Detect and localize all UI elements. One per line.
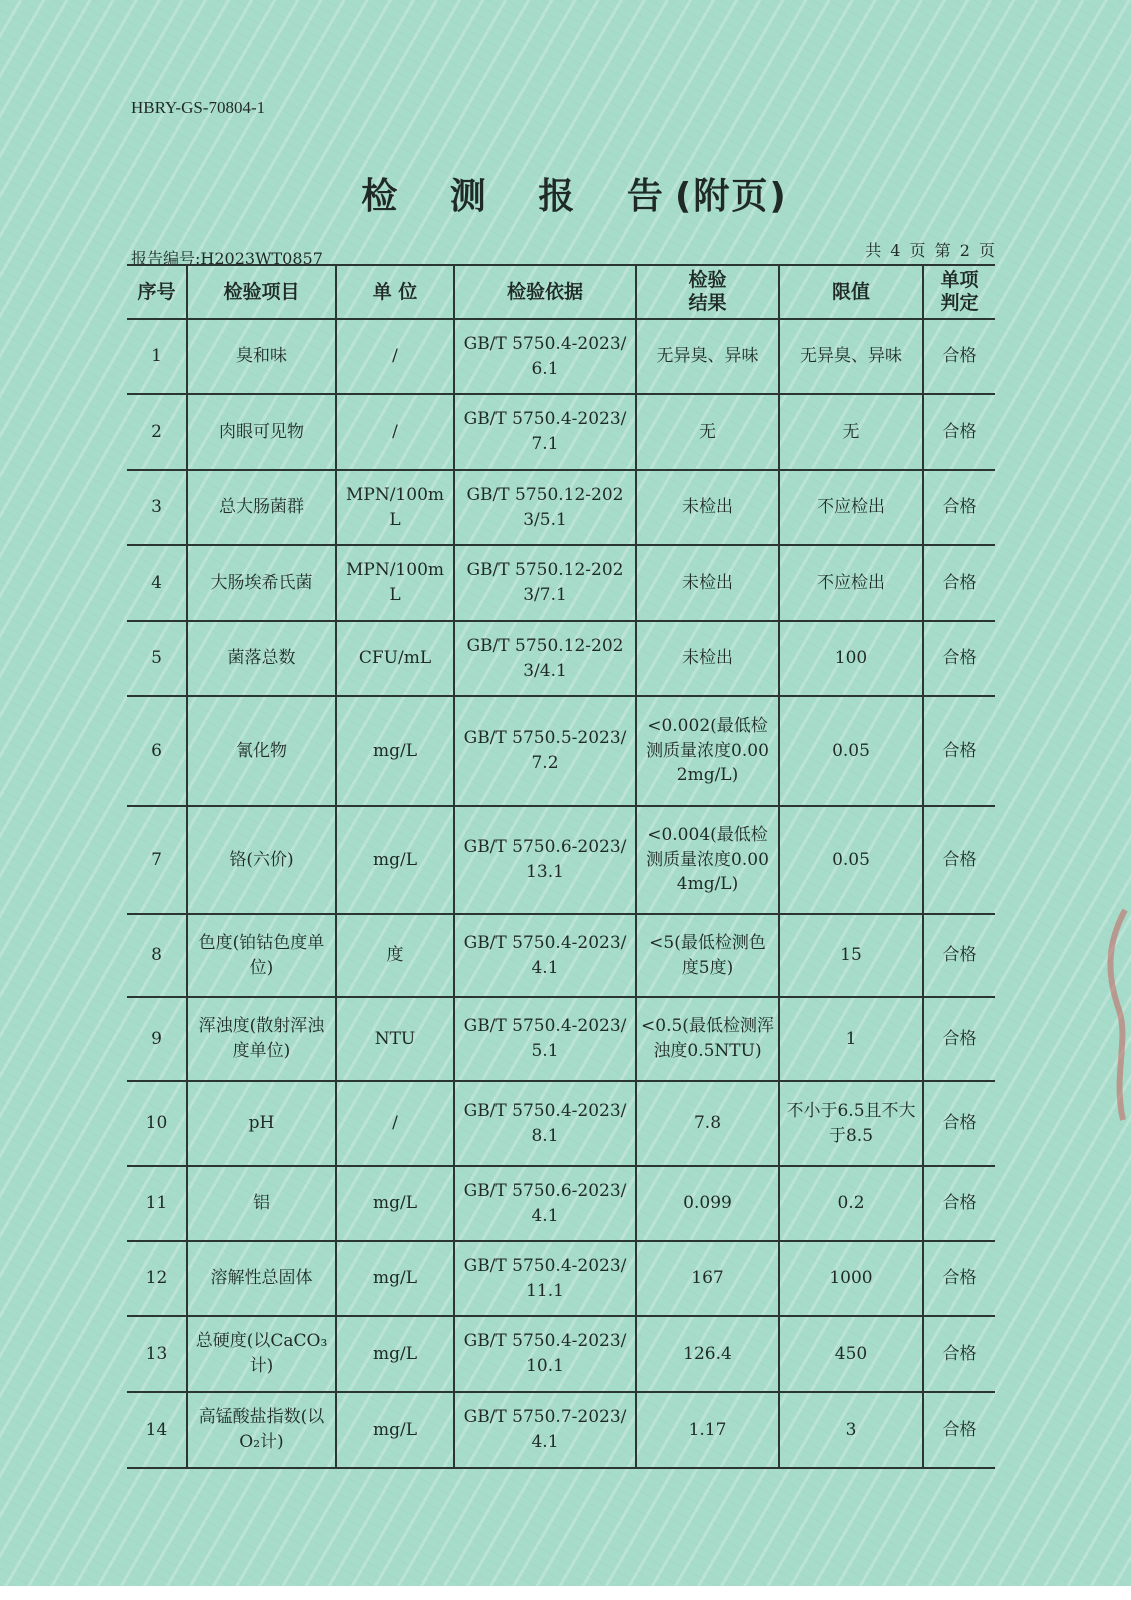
title-suffix: (附页): [674, 176, 788, 217]
cell-result: 无: [636, 394, 779, 470]
report-number: 报告编号:H2023WT0857: [131, 249, 323, 268]
cell-unit: /: [336, 394, 454, 470]
cell-item: 高锰酸盐指数(以O₂计): [187, 1392, 336, 1468]
table-row: [127, 1316, 995, 1392]
cell-limit: 15: [779, 914, 923, 997]
cell-result: 7.8: [636, 1081, 779, 1166]
cell-judge: 合格: [923, 545, 995, 621]
header-no: 序号: [127, 265, 187, 319]
cell-method: GB/T 5750.4-2023/5.1: [454, 997, 636, 1081]
cell-method: GB/T 5750.7-2023/4.1: [454, 1392, 636, 1468]
cell-item: pH: [187, 1081, 336, 1166]
cell-item: 溶解性总固体: [187, 1241, 336, 1316]
cell-no: 13: [127, 1316, 187, 1392]
cell-item: 臭和味: [187, 319, 336, 394]
header-method: 检验依据: [454, 265, 636, 319]
cell-unit: 度: [336, 914, 454, 997]
cell-item: 色度(铂钴色度单位): [187, 914, 336, 997]
title-char: 检: [361, 176, 400, 217]
cell-unit: mg/L: [336, 1316, 454, 1392]
cell-method: GB/T 5750.12-2023/4.1: [454, 621, 636, 696]
header-unit: 单 位: [336, 265, 454, 319]
cell-limit: 无: [779, 394, 923, 470]
cell-item: 肉眼可见物: [187, 394, 336, 470]
cell-no: 9: [127, 997, 187, 1081]
header-judge-line2: 判定: [940, 292, 979, 314]
cell-limit: 3: [779, 1392, 923, 1468]
table-row: [127, 997, 995, 1081]
page-bottom-margin: [0, 1586, 1131, 1600]
table-row: [127, 470, 995, 545]
table-row: [127, 1241, 995, 1316]
cell-method: GB/T 5750.4-2023/6.1: [454, 319, 636, 394]
cell-judge: 合格: [923, 621, 995, 696]
cell-limit: 450: [779, 1316, 923, 1392]
cell-limit: 1000: [779, 1241, 923, 1316]
cell-judge: 合格: [923, 1241, 995, 1316]
document-code: HBRY-GS-70804-1: [131, 98, 266, 117]
page-title: [0, 168, 1131, 219]
header-judge-line1: 单项: [940, 269, 979, 292]
cell-method: GB/T 5750.6-2023/13.1: [454, 806, 636, 914]
cell-judge: 合格: [923, 1081, 995, 1166]
table-row: [127, 1392, 995, 1468]
cell-result: 未检出: [636, 470, 779, 545]
cell-no: 1: [127, 319, 187, 394]
cell-item: 铬(六价): [187, 806, 336, 914]
header-row: [127, 265, 995, 319]
cell-result: <0.004(最低检测质量浓度0.004mg/L): [636, 806, 779, 914]
cell-limit: 0.05: [779, 806, 923, 914]
cell-unit: /: [336, 319, 454, 394]
cell-result: <0.002(最低检测质量浓度0.002mg/L): [636, 696, 779, 806]
header-judge: [923, 265, 995, 319]
cell-result: 1.17: [636, 1392, 779, 1468]
cell-result: 未检出: [636, 545, 779, 621]
header-item: 检验项目: [187, 265, 336, 319]
cell-method: GB/T 5750.4-2023/10.1: [454, 1316, 636, 1392]
cell-method: GB/T 5750.4-2023/4.1: [454, 914, 636, 997]
cell-unit: mg/L: [336, 806, 454, 914]
cell-method: GB/T 5750.12-2023/5.1: [454, 470, 636, 545]
cell-result: <0.5(最低检测浑浊度0.5NTU): [636, 997, 779, 1081]
cell-item: 铝: [187, 1166, 336, 1241]
cell-item: 总大肠菌群: [187, 470, 336, 545]
cell-judge: 合格: [923, 696, 995, 806]
cell-method: GB/T 5750.4-2023/7.1: [454, 394, 636, 470]
cell-item: 总硬度(以CaCO₃计): [187, 1316, 336, 1392]
cell-result: 0.099: [636, 1166, 779, 1241]
cell-method: GB/T 5750.5-2023/7.2: [454, 696, 636, 806]
cell-unit: mg/L: [336, 696, 454, 806]
cell-result: 未检出: [636, 621, 779, 696]
cell-item: 氰化物: [187, 696, 336, 806]
cell-item: 菌落总数: [187, 621, 336, 696]
table-row: [127, 1081, 995, 1166]
cell-unit: CFU/mL: [336, 621, 454, 696]
cell-no: 2: [127, 394, 187, 470]
cell-unit: MPN/100mL: [336, 545, 454, 621]
title-char: 报: [538, 176, 577, 217]
cell-unit: mg/L: [336, 1166, 454, 1241]
cell-method: GB/T 5750.4-2023/8.1: [454, 1081, 636, 1166]
cell-limit: 不应检出: [779, 545, 923, 621]
cell-result: 126.4: [636, 1316, 779, 1392]
cell-method: GB/T 5750.12-2023/7.1: [454, 545, 636, 621]
cell-no: 3: [127, 470, 187, 545]
results-table-body: [127, 319, 995, 1468]
cell-no: 4: [127, 545, 187, 621]
cell-judge: 合格: [923, 1392, 995, 1468]
cell-limit: 1: [779, 997, 923, 1081]
cell-unit: MPN/100mL: [336, 470, 454, 545]
cell-no: 12: [127, 1241, 187, 1316]
table-row: [127, 394, 995, 470]
cell-judge: 合格: [923, 470, 995, 545]
cell-limit: 不小于6.5且不大于8.5: [779, 1081, 923, 1166]
cell-no: 6: [127, 696, 187, 806]
table-row: [127, 696, 995, 806]
cell-no: 10: [127, 1081, 187, 1166]
results-table: [127, 264, 995, 1469]
page-indicator: 共 4 页 第 2 页: [865, 241, 997, 260]
cell-judge: 合格: [923, 914, 995, 997]
cell-limit: 0.05: [779, 696, 923, 806]
header-result-line1: 检验: [688, 269, 727, 292]
header-result-line2: 结果: [688, 292, 727, 314]
cell-item: 大肠埃希氏菌: [187, 545, 336, 621]
title-char: 告: [626, 176, 665, 217]
header-limit: 限值: [779, 265, 923, 319]
table-row: [127, 806, 995, 914]
cell-judge: 合格: [923, 1316, 995, 1392]
cell-limit: 0.2: [779, 1166, 923, 1241]
cell-no: 11: [127, 1166, 187, 1241]
cell-result: 无异臭、异味: [636, 319, 779, 394]
cell-limit: 不应检出: [779, 470, 923, 545]
cell-judge: 合格: [923, 806, 995, 914]
cell-unit: /: [336, 1081, 454, 1166]
header-result: [636, 265, 779, 319]
cell-judge: 合格: [923, 997, 995, 1081]
table-row: [127, 1166, 995, 1241]
cell-unit: mg/L: [336, 1392, 454, 1468]
cell-limit: 无异臭、异味: [779, 319, 923, 394]
table-row: [127, 545, 995, 621]
cell-unit: mg/L: [336, 1241, 454, 1316]
cell-no: 8: [127, 914, 187, 997]
cell-no: 14: [127, 1392, 187, 1468]
cell-judge: 合格: [923, 1166, 995, 1241]
table-row: [127, 621, 995, 696]
table-row: [127, 914, 995, 997]
cell-unit: NTU: [336, 997, 454, 1081]
cell-result: <5(最低检测色度5度): [636, 914, 779, 997]
table-row: [127, 319, 995, 394]
cell-result: 167: [636, 1241, 779, 1316]
cell-item: 浑浊度(散射浑浊度单位): [187, 997, 336, 1081]
cell-limit: 100: [779, 621, 923, 696]
cell-no: 7: [127, 806, 187, 914]
title-char: 测: [449, 176, 488, 217]
cell-method: GB/T 5750.4-2023/11.1: [454, 1241, 636, 1316]
red-seal-fragment: [1095, 900, 1131, 1130]
cell-judge: 合格: [923, 319, 995, 394]
cell-judge: 合格: [923, 394, 995, 470]
cell-no: 5: [127, 621, 187, 696]
cell-method: GB/T 5750.6-2023/4.1: [454, 1166, 636, 1241]
